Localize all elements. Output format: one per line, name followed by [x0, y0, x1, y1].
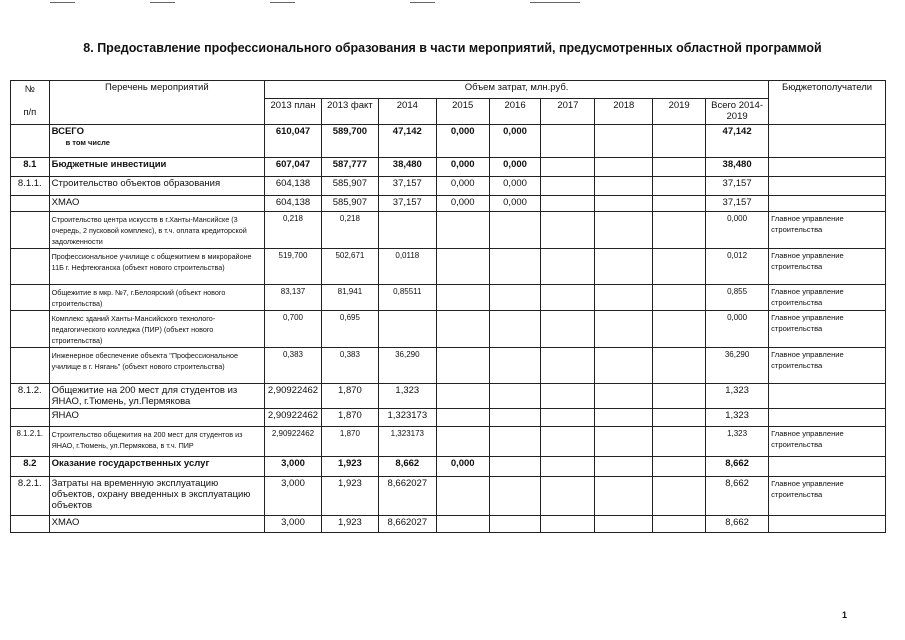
table-row [11, 177, 886, 196]
table-row [11, 196, 886, 212]
cell-total: 0,000 [706, 311, 769, 348]
cell-y2014: 1,323173 [378, 427, 436, 457]
budget-table [10, 80, 886, 533]
cell-y2017 [541, 516, 595, 533]
row-name: ХМАО [51, 197, 80, 208]
row-name-cell [49, 285, 264, 311]
header-2018: 2018 [595, 99, 653, 125]
header-2015: 2015 [436, 99, 489, 125]
row-name-cell [49, 384, 264, 409]
cell-y2018 [595, 427, 653, 457]
row-number: 8.1.2.1. [11, 427, 50, 457]
row-number: 8.2 [11, 457, 50, 477]
row-name-cell [49, 177, 264, 196]
cell-y2018 [595, 311, 653, 348]
row-name: Профессиональное училище с общежитием в микрорайоне 11Б г. Нефтеюганска (объект нового строительства) [51, 252, 252, 272]
cell-y2017 [541, 158, 595, 177]
table-row [11, 457, 886, 477]
cell-y2016 [489, 249, 541, 285]
cell-y2019 [653, 384, 706, 409]
row-name-cell [49, 348, 264, 384]
cell-fact: 1,870 [321, 427, 378, 457]
row-name-cell [49, 196, 264, 212]
row-name-cell [49, 409, 264, 427]
cell-plan: 3,000 [265, 457, 322, 477]
cell-y2014 [378, 212, 436, 249]
row-number: 8.1.2. [11, 384, 50, 409]
cell-plan: 0,700 [265, 311, 322, 348]
header-events: Перечень мероприятий [49, 81, 264, 125]
cell-fact: 1,923 [321, 477, 378, 516]
row-recipient: Главное управление строительства [769, 212, 886, 249]
table-row [11, 285, 886, 311]
header-total: Всего 2014-2019 [706, 99, 769, 125]
cell-y2017 [541, 427, 595, 457]
cell-y2014: 8,662027 [378, 477, 436, 516]
row-number [11, 285, 50, 311]
scan-artifact [50, 2, 75, 3]
row-recipient: Главное управление строительства [769, 249, 886, 285]
table-row [11, 249, 886, 285]
cell-y2016 [489, 409, 541, 427]
page-number: 1 [842, 610, 848, 620]
cell-y2014: 38,480 [378, 158, 436, 177]
cell-y2018 [595, 477, 653, 516]
row-subtitle: в том числе [65, 138, 110, 147]
cell-y2018 [595, 457, 653, 477]
scan-artifact [410, 2, 435, 3]
cell-plan: 607,047 [265, 158, 322, 177]
cell-y2015: 0,000 [436, 158, 489, 177]
row-recipient: Главное управление строительства [769, 348, 886, 384]
cell-y2014: 1,323 [378, 384, 436, 409]
cell-y2016 [489, 427, 541, 457]
cell-y2016 [489, 348, 541, 384]
header-number-top: № [24, 84, 35, 95]
cell-y2019 [653, 311, 706, 348]
row-recipient: Главное управление строительства [769, 285, 886, 311]
cell-plan: 519,700 [265, 249, 322, 285]
cell-fact: 1,870 [321, 409, 378, 427]
row-name: ХМАО [51, 517, 80, 528]
cell-y2017 [541, 348, 595, 384]
row-recipient: Главное управление строительства [769, 311, 886, 348]
row-name: Строительство центра искусств в г.Ханты-Мансийске (3 очередь, 2 пусковой комплекс), в т.ч. оплата кредиторской задолженности [51, 215, 247, 246]
cell-fact: 587,777 [321, 158, 378, 177]
cell-y2015 [436, 311, 489, 348]
cell-plan: 83,137 [265, 285, 322, 311]
cell-total: 36,290 [706, 348, 769, 384]
cell-y2015: 0,000 [436, 177, 489, 196]
row-name-cell [49, 125, 264, 158]
cell-y2015 [436, 285, 489, 311]
cell-fact: 81,941 [321, 285, 378, 311]
cell-y2017 [541, 177, 595, 196]
cell-total: 1,323 [706, 409, 769, 427]
row-recipient: Главное управление строительства [769, 477, 886, 516]
cell-y2016: 0,000 [489, 158, 541, 177]
cell-total: 1,323 [706, 427, 769, 457]
cell-y2019 [653, 177, 706, 196]
cell-fact: 1,870 [321, 384, 378, 409]
cell-y2015 [436, 384, 489, 409]
cell-y2017 [541, 249, 595, 285]
row-name-cell [49, 427, 264, 457]
cell-plan: 3,000 [265, 516, 322, 533]
header-2013-plan: 2013 план [265, 99, 322, 125]
cell-y2016 [489, 212, 541, 249]
row-recipient [769, 125, 886, 158]
table-row [11, 212, 886, 249]
row-number [11, 249, 50, 285]
cell-plan: 0,383 [265, 348, 322, 384]
cell-fact: 0,383 [321, 348, 378, 384]
row-name-cell [49, 249, 264, 285]
cell-y2017 [541, 409, 595, 427]
row-recipient [769, 177, 886, 196]
cell-y2015 [436, 427, 489, 457]
cell-y2018 [595, 212, 653, 249]
cell-y2018 [595, 177, 653, 196]
cell-y2018 [595, 158, 653, 177]
cell-total: 37,157 [706, 177, 769, 196]
cell-y2015: 0,000 [436, 457, 489, 477]
row-name: Затраты на временную эксплуатацию объектов, охрану введенных в эксплуатацию объектов [51, 478, 251, 511]
cell-y2014: 37,157 [378, 177, 436, 196]
row-number [11, 212, 50, 249]
table-row [11, 477, 886, 516]
row-name: Общежитие в мкр. №7, г.Белоярский (объект нового строительства) [51, 288, 226, 308]
cell-y2017 [541, 384, 595, 409]
cell-y2019 [653, 348, 706, 384]
cell-plan: 610,047 [265, 125, 322, 158]
cell-y2016 [489, 285, 541, 311]
row-name: Строительство общежития на 200 мест для студентов из ЯНАО, г.Тюмень, ул.Пермякова, в т.ч. ПИР [51, 430, 243, 450]
row-number [11, 348, 50, 384]
cell-y2014 [378, 311, 436, 348]
cell-y2019 [653, 196, 706, 212]
row-name-cell [49, 311, 264, 348]
cell-fact: 502,671 [321, 249, 378, 285]
table-row [11, 409, 886, 427]
cell-y2016 [489, 384, 541, 409]
cell-y2019 [653, 212, 706, 249]
row-recipient [769, 457, 886, 477]
row-name-cell [49, 516, 264, 533]
row-name: Комплекс зданий Ханты-Мансийского технолого-педагогического колледжа (ПИР) (объект нового строительства) [51, 314, 216, 345]
cell-y2017 [541, 311, 595, 348]
cell-total: 0,012 [706, 249, 769, 285]
row-recipient [769, 384, 886, 409]
row-recipient [769, 516, 886, 533]
row-number [11, 125, 50, 158]
cell-y2015 [436, 249, 489, 285]
row-recipient: Главное управление строительства [769, 427, 886, 457]
row-number [11, 196, 50, 212]
cell-total: 0,000 [706, 212, 769, 249]
cell-y2018 [595, 516, 653, 533]
cell-y2015 [436, 212, 489, 249]
table-row [11, 348, 886, 384]
cell-plan: 2,90922462 [265, 409, 322, 427]
cell-y2019 [653, 285, 706, 311]
row-name-cell [49, 457, 264, 477]
table-row [11, 516, 886, 533]
row-number: 8.2.1. [11, 477, 50, 516]
table-row [11, 427, 886, 457]
cell-y2015 [436, 348, 489, 384]
cell-y2017 [541, 477, 595, 516]
row-recipient [769, 196, 886, 212]
header-2017: 2017 [541, 99, 595, 125]
scan-artifact [150, 2, 175, 3]
row-name: ЯНАО [51, 410, 79, 421]
cell-y2016 [489, 311, 541, 348]
cell-fact: 585,907 [321, 177, 378, 196]
row-recipient [769, 409, 886, 427]
cell-y2019 [653, 477, 706, 516]
cell-y2019 [653, 249, 706, 285]
header-2019: 2019 [653, 99, 706, 125]
cell-y2019 [653, 427, 706, 457]
row-name: Строительство объектов образования [51, 178, 221, 189]
header-recipients: Бюджетополучатели [769, 81, 886, 125]
table-header-row-1 [11, 81, 886, 99]
header-number-bottom: п/п [23, 107, 37, 118]
cell-y2017 [541, 196, 595, 212]
cell-total: 37,157 [706, 196, 769, 212]
cell-y2018 [595, 249, 653, 285]
cell-total: 8,662 [706, 457, 769, 477]
cell-plan: 2,90922462 [265, 427, 322, 457]
cell-y2019 [653, 409, 706, 427]
cell-y2018 [595, 384, 653, 409]
cell-y2018 [595, 348, 653, 384]
cell-fact: 1,923 [321, 457, 378, 477]
scan-artifact [530, 2, 580, 3]
cell-y2018 [595, 196, 653, 212]
cell-y2016 [489, 477, 541, 516]
cell-y2015 [436, 477, 489, 516]
row-name: ВСЕГО [51, 126, 84, 137]
cell-total: 8,662 [706, 477, 769, 516]
cell-y2014: 8,662 [378, 457, 436, 477]
cell-y2019 [653, 158, 706, 177]
cell-plan: 2,90922462 [265, 384, 322, 409]
row-name: Бюджетные инвестиции [51, 159, 167, 170]
cell-y2014: 1,323173 [378, 409, 436, 427]
cell-y2016: 0,000 [489, 177, 541, 196]
cell-total: 47,142 [706, 125, 769, 158]
cell-y2019 [653, 516, 706, 533]
section-heading: 8. Предоставление профессионального образования в части мероприятий, предусмотренных областной программой [83, 41, 822, 55]
header-2016: 2016 [489, 99, 541, 125]
cell-plan: 3,000 [265, 477, 322, 516]
row-name: Оказание государственных услуг [51, 458, 210, 469]
cell-y2019 [653, 457, 706, 477]
cell-fact: 0,218 [321, 212, 378, 249]
cell-y2016: 0,000 [489, 125, 541, 158]
cell-y2017 [541, 212, 595, 249]
row-number [11, 516, 50, 533]
cell-fact: 0,695 [321, 311, 378, 348]
row-number [11, 311, 50, 348]
row-name-cell [49, 158, 264, 177]
row-number [11, 409, 50, 427]
header-2013-fact: 2013 факт [321, 99, 378, 125]
table-row [11, 158, 886, 177]
cell-y2014: 36,290 [378, 348, 436, 384]
table-row [11, 311, 886, 348]
row-number: 8.1.1. [11, 177, 50, 196]
cell-plan: 0,218 [265, 212, 322, 249]
table-row [11, 125, 886, 158]
cell-y2014: 8,662027 [378, 516, 436, 533]
cell-y2015 [436, 409, 489, 427]
cell-y2016 [489, 457, 541, 477]
row-name: Общежитие на 200 мест для студентов из ЯНАО, г.Тюмень, ул.Пермякова [51, 385, 238, 407]
cell-y2017 [541, 285, 595, 311]
cell-total: 1,323 [706, 384, 769, 409]
cell-y2015: 0,000 [436, 125, 489, 158]
cell-y2018 [595, 409, 653, 427]
cell-y2016: 0,000 [489, 196, 541, 212]
cell-y2017 [541, 125, 595, 158]
table-row [11, 384, 886, 409]
cell-total: 8,662 [706, 516, 769, 533]
cell-y2019 [653, 125, 706, 158]
row-number: 8.1 [11, 158, 50, 177]
cell-y2015: 0,000 [436, 196, 489, 212]
cell-fact: 585,907 [321, 196, 378, 212]
row-name: Инженерное обеспечение объекта "Профессиональное училище в г. Нягань" (объект нового строительства) [51, 351, 238, 371]
scan-artifact [270, 2, 295, 3]
cell-plan: 604,138 [265, 177, 322, 196]
header-number [11, 81, 50, 125]
cell-plan: 604,138 [265, 196, 322, 212]
row-name-cell [49, 477, 264, 516]
row-recipient [769, 158, 886, 177]
cell-y2016 [489, 516, 541, 533]
cell-y2017 [541, 457, 595, 477]
cell-y2014: 0,0118 [378, 249, 436, 285]
cell-total: 38,480 [706, 158, 769, 177]
cell-y2018 [595, 125, 653, 158]
cell-y2014: 47,142 [378, 125, 436, 158]
cell-y2018 [595, 285, 653, 311]
cell-y2014: 0,85511 [378, 285, 436, 311]
cell-y2015 [436, 516, 489, 533]
cell-y2014: 37,157 [378, 196, 436, 212]
row-name-cell [49, 212, 264, 249]
cell-fact: 589,700 [321, 125, 378, 158]
header-2014: 2014 [378, 99, 436, 125]
cell-fact: 1,923 [321, 516, 378, 533]
header-cost-volume: Объем затрат, млн.руб. [265, 81, 769, 99]
cell-total: 0,855 [706, 285, 769, 311]
